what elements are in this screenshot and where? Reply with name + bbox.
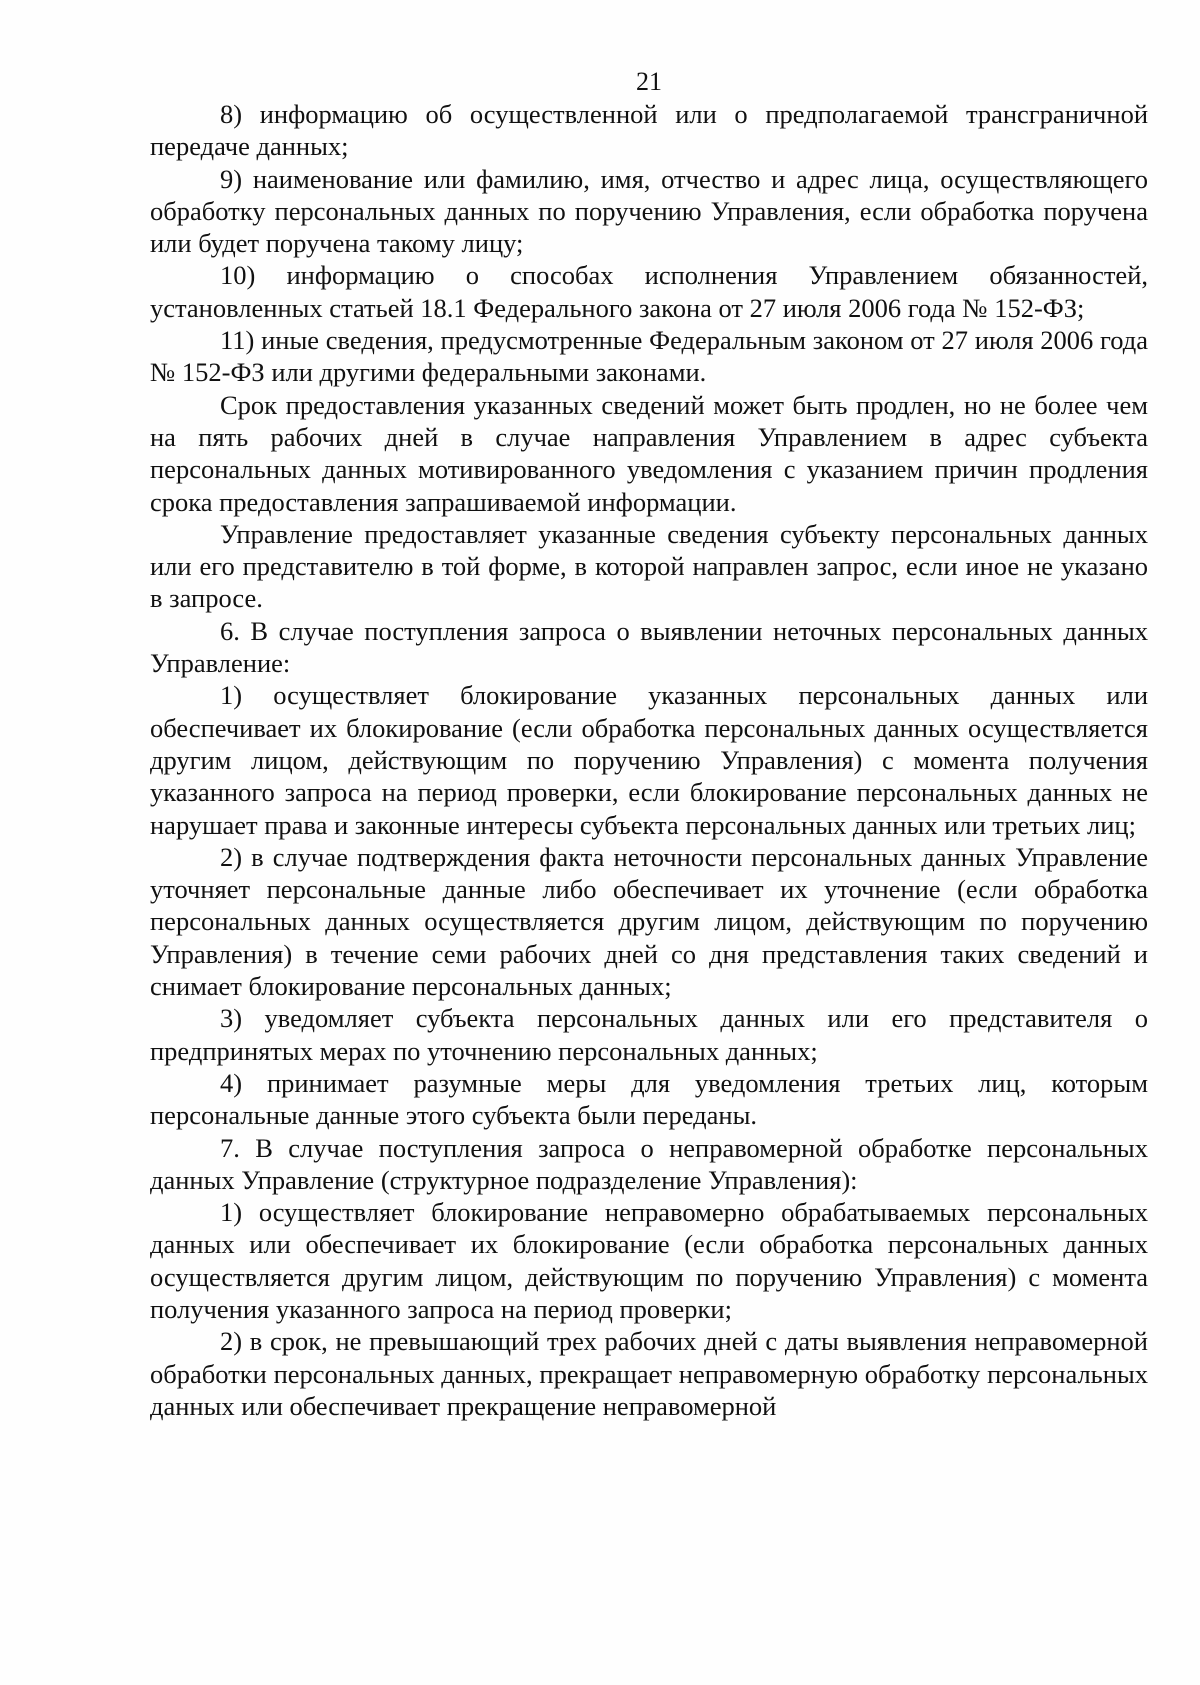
- paragraph-6-item-1: 1) осуществляет блокирование указанных персональных данных или обеспечивает их блокирование (если обработка персональных данных осуществляется другим лицом, действующим по поручению Управления) с момента получения указанного запроса на период проверки, если блокирование персональных данных не нарушает права и законные интересы субъекта персональных данных или третьих лиц;: [150, 680, 1148, 840]
- paragraph-item-8-cross-border: 8) информацию об осуществленной или о предполагаемой трансграничной передаче данных;: [150, 99, 1148, 162]
- paragraph-item-11-other-info: 11) иные сведения, предусмотренные Федеральным законом от 27 июля 2006 года № 152-ФЗ или другими федеральными законами.: [150, 325, 1148, 388]
- paragraph-section-6: 6. В случае поступления запроса о выявлении неточных персональных данных Управление:: [150, 615, 1148, 679]
- paragraph-item-10-obligations: 10) информацию о способах исполнения Управлением обязанностей, установленных статьей 18.1 Федерального закона от 27 июля 2006 года № 152-ФЗ;: [150, 260, 1148, 323]
- page-number: 21: [636, 67, 662, 96]
- paragraph-7-item-2: 2) в срок, не превышающий трех рабочих дней с даты выявления неправомерной обработки персональных данных, прекращает неправомерную обработку персональных данных или обеспечивает прекращение неправомерной: [150, 1326, 1148, 1421]
- paragraph-6-item-2: 2) в случае подтверждения факта неточности персональных данных Управление уточняет персональные данные либо обеспечивает их уточнение (если обработка персональных данных осуществляется другим лицом, действующим по поручению Управления) в течение семи рабочих дней со дня представления таких сведений и снимает блокирование персональных данных;: [150, 841, 1148, 1002]
- paragraph-extension-term: Срок предоставления указанных сведений может быть продлен, но не более чем на пять рабочих дней в случае направления Управлением в адрес субъекта персональных данных мотивированного уведомления с указанием причин продления срока предоставления запрашиваемой информации.: [150, 389, 1148, 517]
- paragraph-response-form: Управление предоставляет указанные сведения субъекту персональных данных или его представителю в той форме, в которой направлен запрос, если иное не указано в запросе.: [150, 518, 1148, 614]
- paragraph-6-item-4: 4) принимает разумные меры для уведомления третьих лиц, которым персональные данные этого субъекта были переданы.: [150, 1067, 1148, 1131]
- paragraph-6-item-3: 3) уведомляет субъекта персональных данных или его представителя о предпринятых мерах по уточнению персональных данных;: [150, 1003, 1148, 1066]
- paragraph-7-item-1: 1) осуществляет блокирование неправомерно обрабатываемых персональных данных или обеспечивает их блокирование (если обработка персональных данных осуществляется другим лицом, действующим по поручению Управления) с момента получения указанного запроса на период проверки;: [150, 1197, 1148, 1324]
- paragraph-section-7: 7. В случае поступления запроса о неправомерной обработке персональных данных Управление (структурное подразделение Управления):: [150, 1132, 1148, 1195]
- document-body: [150, 98, 1148, 1422]
- paragraph-item-9-processor-name: 9) наименование или фамилию, имя, отчество и адрес лица, осуществляющего обработку персональных данных по поручению Управления, если обработка поручена или будет поручена такому лицу;: [150, 163, 1148, 259]
